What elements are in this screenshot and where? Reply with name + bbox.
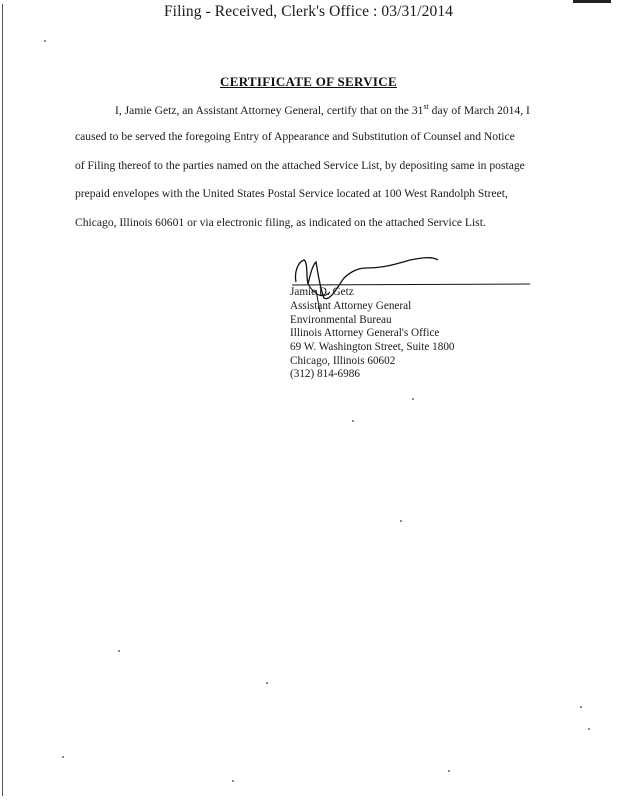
- scan-speck: [448, 770, 450, 772]
- scan-speck: [588, 728, 590, 730]
- signer-address: 69 W. Washington Street, Suite 1800: [290, 341, 455, 353]
- scan-speck: [232, 780, 234, 782]
- scan-speck: [400, 520, 402, 522]
- signer-bureau: Environmental Bureau: [290, 314, 392, 326]
- scan-speck: [580, 706, 582, 708]
- scan-speck: [266, 682, 268, 684]
- paragraph-line-2: caused to be served the foregoing Entry of Appearance and Substitution of Counsel and Notice: [75, 130, 515, 143]
- scan-speck: [44, 40, 46, 42]
- scan-edge-line: [2, 4, 3, 796]
- signer-title: Assistant Attorney General: [290, 300, 412, 312]
- paragraph-line-4: prepaid envelopes with the United States Postal Service located at 100 West Randolph Street,: [75, 187, 508, 200]
- scan-speck: [62, 756, 64, 758]
- scan-speck: [118, 650, 120, 652]
- paragraph-line-3: of Filing thereof to the parties named on the attached Service List, by depositing same in postage: [75, 159, 525, 172]
- ordinal-suffix: st: [423, 102, 429, 111]
- paragraph-line-1: [115, 102, 530, 117]
- signer-name: Jamie D. Getz: [290, 286, 354, 298]
- signer-office: Illinois Attorney General's Office: [290, 327, 440, 339]
- scan-speck: [412, 398, 414, 400]
- document-title: CERTIFICATE OF SERVICE: [220, 74, 397, 89]
- filing-stamp: Filing - Received, Clerk's Office : 03/31/2014: [163, 3, 454, 20]
- signer-city: Chicago, Illinois 60602: [290, 355, 396, 367]
- signer-phone: (312) 814-6986: [290, 368, 360, 380]
- paragraph-line-1-start: I, Jamie Getz, an Assistant Attorney General, certify that on the 31: [115, 103, 424, 117]
- scan-speck: [352, 420, 354, 422]
- paragraph-line-5: Chicago, Illinois 60601 or via electronic filing, as indicated on the attached Service List.: [75, 216, 486, 229]
- paragraph-line-1-end: day of March 2014, I: [428, 103, 530, 117]
